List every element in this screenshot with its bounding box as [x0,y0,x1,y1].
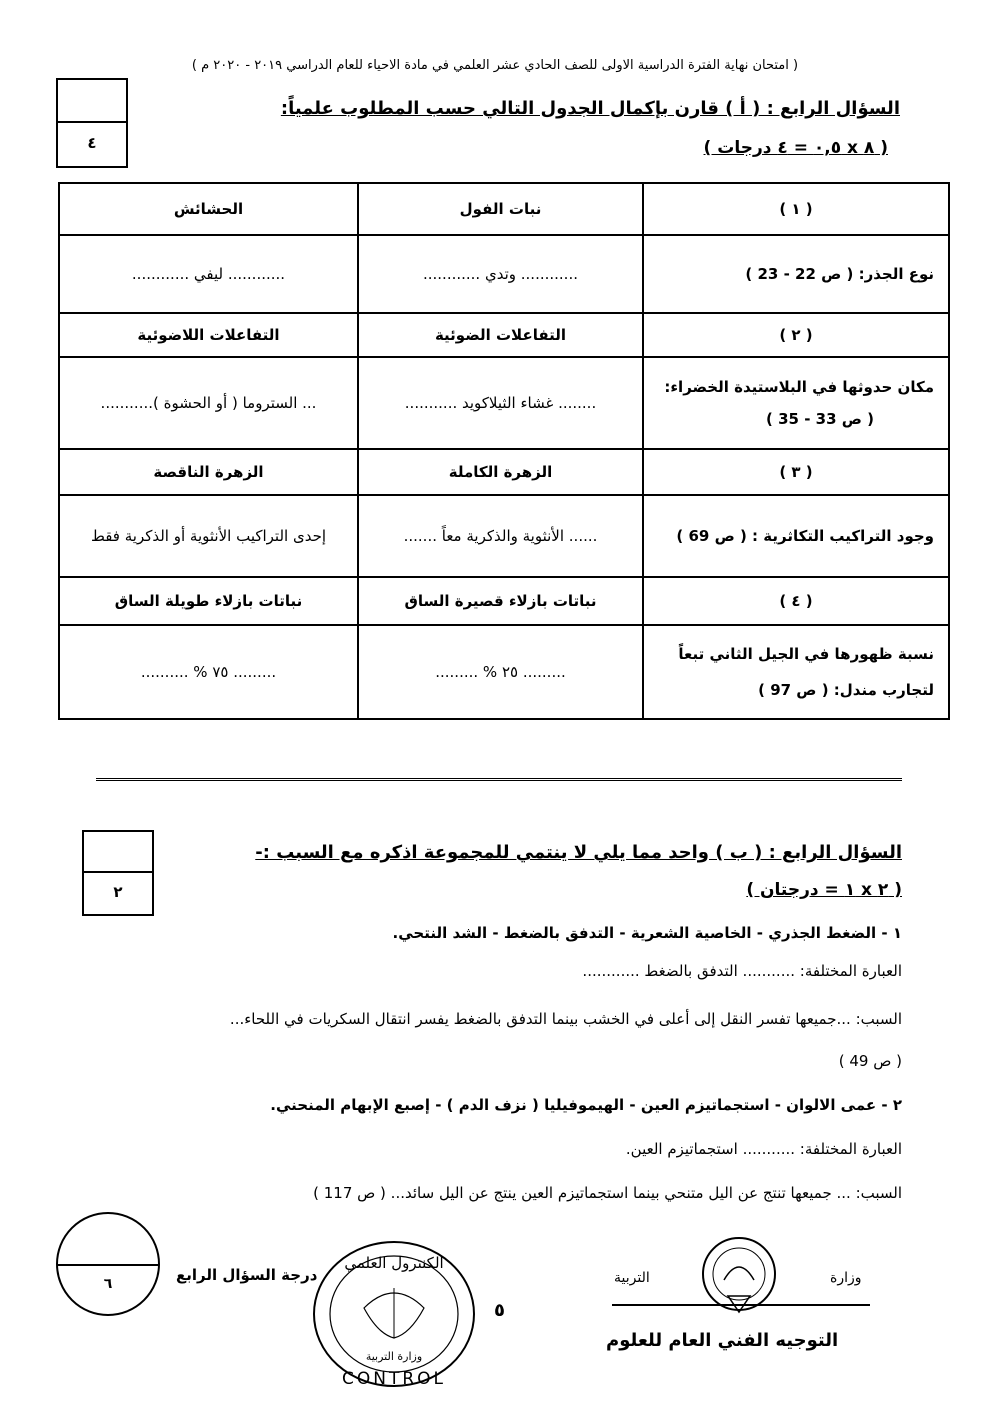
table-row [59,449,949,495]
guidance-signature: التوجيه الفني العام للعلوم [606,1330,839,1351]
question-a-marks: ( ٨ x ٠,٥ = ٤ درجات ) [703,138,888,158]
row-number: ( ٣ ) [643,449,949,495]
column-header: نباتات بازلاء طويلة الساق [59,577,358,625]
total-score: ٦ [103,1276,113,1292]
total-score-label: درجة السؤال الرابع [176,1266,318,1284]
item1-odd: العبارة المختلفة: ........... التدفق بالضغط ............ [582,962,902,980]
item2-reason: السبب: ... جميعها تنتج عن اليل متنحي بينما استجماتيزم العين ينتج عن اليل سائد... ( ص 117 ) [313,1184,902,1202]
stamp-arabic-text: الكنترول العلمي [344,1254,444,1272]
answer-cell: إحدى التراكيب الأنثوية أو الذكرية فقط [59,495,358,577]
row-number: ( ١ ) [643,183,949,235]
row-label-line: نسبة ظهورها في الجيل الثاني تبعاً [678,645,934,663]
answer-cell: ......... ٢٥ % ......... [358,625,643,719]
answer-cell: ............ ليفي ............ [59,235,358,313]
column-header: نبات الفول [358,183,643,235]
exam-title: ( امتحان نهاية الفترة الدراسية الاولى للصف الحادي عشر العلمي في مادة الاحياء للعام الدراسي ٢٠١٩ - ٢٠٢٠ م ) [191,58,799,73]
column-header: نباتات بازلاء قصيرة الساق [358,577,643,625]
column-header: التفاعلات اللاضوئية [59,313,358,357]
row-label [643,625,949,719]
answer-cell: ............ وتدي ............ [358,235,643,313]
answer-cell: ... الستروما ( أو الحشوة )........... [59,357,358,449]
row-label-ref: لتجارب مندل: ( ص 97 ) [758,681,934,699]
table-row [59,235,949,313]
stamp-ministry-text: وزارة التربية [365,1350,423,1363]
score-a: ٤ [87,134,97,152]
question-a-title: السؤال الرابع : ( أ ) قارن بإكمال الجدول التالي حسب المطلوب علمياً: [280,98,900,119]
signature-underline [612,1304,870,1306]
answer-cell: ...... الأنثوية والذكرية معاً ....... [358,495,643,577]
question-b-title: السؤال الرابع : ( ب ) واحد مما يلي لا ينتمي للمجموعة اذكره مع السبب :- [255,842,902,863]
row-label: وجود التراكيب التكاثرية : ( ص 69 ) [643,495,949,577]
section-divider [96,778,902,781]
row-label: نوع الجذر: ( ص 22 - 23 ) [643,235,949,313]
item1-reason: السبب: ...جميعها تفسر النقل إلى أعلى في الخشب بينما التدفق بالضغط يفسر انتقال السكريات في اللحاء... [229,1010,902,1028]
column-header: الزهرة الناقصة [59,449,358,495]
answer-cell: ......... ٧٥ % .......... [59,625,358,719]
table-row [59,495,949,577]
row-number: ( ٤ ) [643,577,949,625]
total-score-circle [56,1212,160,1316]
table-row [59,313,949,357]
item1-group: ١ - الضغط الجذري - الخاصية الشعرية - التدفق بالضغط - الشد النتحي. [392,924,902,942]
answer-cell: ........ غشاء الثيلاكويد ........... [358,357,643,449]
stamp-control-text: CONTROL [341,1369,447,1389]
row-label-ref: ( ص 33 - 35 ) [766,410,874,428]
row-label-line: مكان حدوثها في البلاستيدة الخضراء: [664,378,934,396]
row-label [643,357,949,449]
control-stamp [306,1238,482,1398]
comparison-table [58,182,950,720]
table-row [59,625,949,719]
column-header: الزهرة الكاملة [358,449,643,495]
page-number: ٥ [494,1300,505,1321]
score-b: ٢ [113,883,123,901]
item2-group: ٢ - عمى الالوان - استجماتيزم العين - الهيموفيليا ( نزف الدم ) - إصبع الإبهام المنحني. [270,1096,902,1114]
table-row [59,357,949,449]
column-header: التفاعلات الضوئية [358,313,643,357]
row-number: ( ٢ ) [643,313,949,357]
logo-education-word: التربية [614,1270,650,1286]
logo-ministry-word: وزارة [830,1270,862,1286]
score-box-a [56,78,128,168]
question-b-marks: ( ٢ x ١ = درجتان ) [746,880,902,900]
score-box-b [82,830,154,916]
item1-ref: ( ص 49 ) [838,1052,902,1070]
table-row [59,577,949,625]
column-header: الحشائش [59,183,358,235]
table-row [59,183,949,235]
item2-odd: العبارة المختلفة: ........... استجماتيزم العين. [625,1140,902,1158]
